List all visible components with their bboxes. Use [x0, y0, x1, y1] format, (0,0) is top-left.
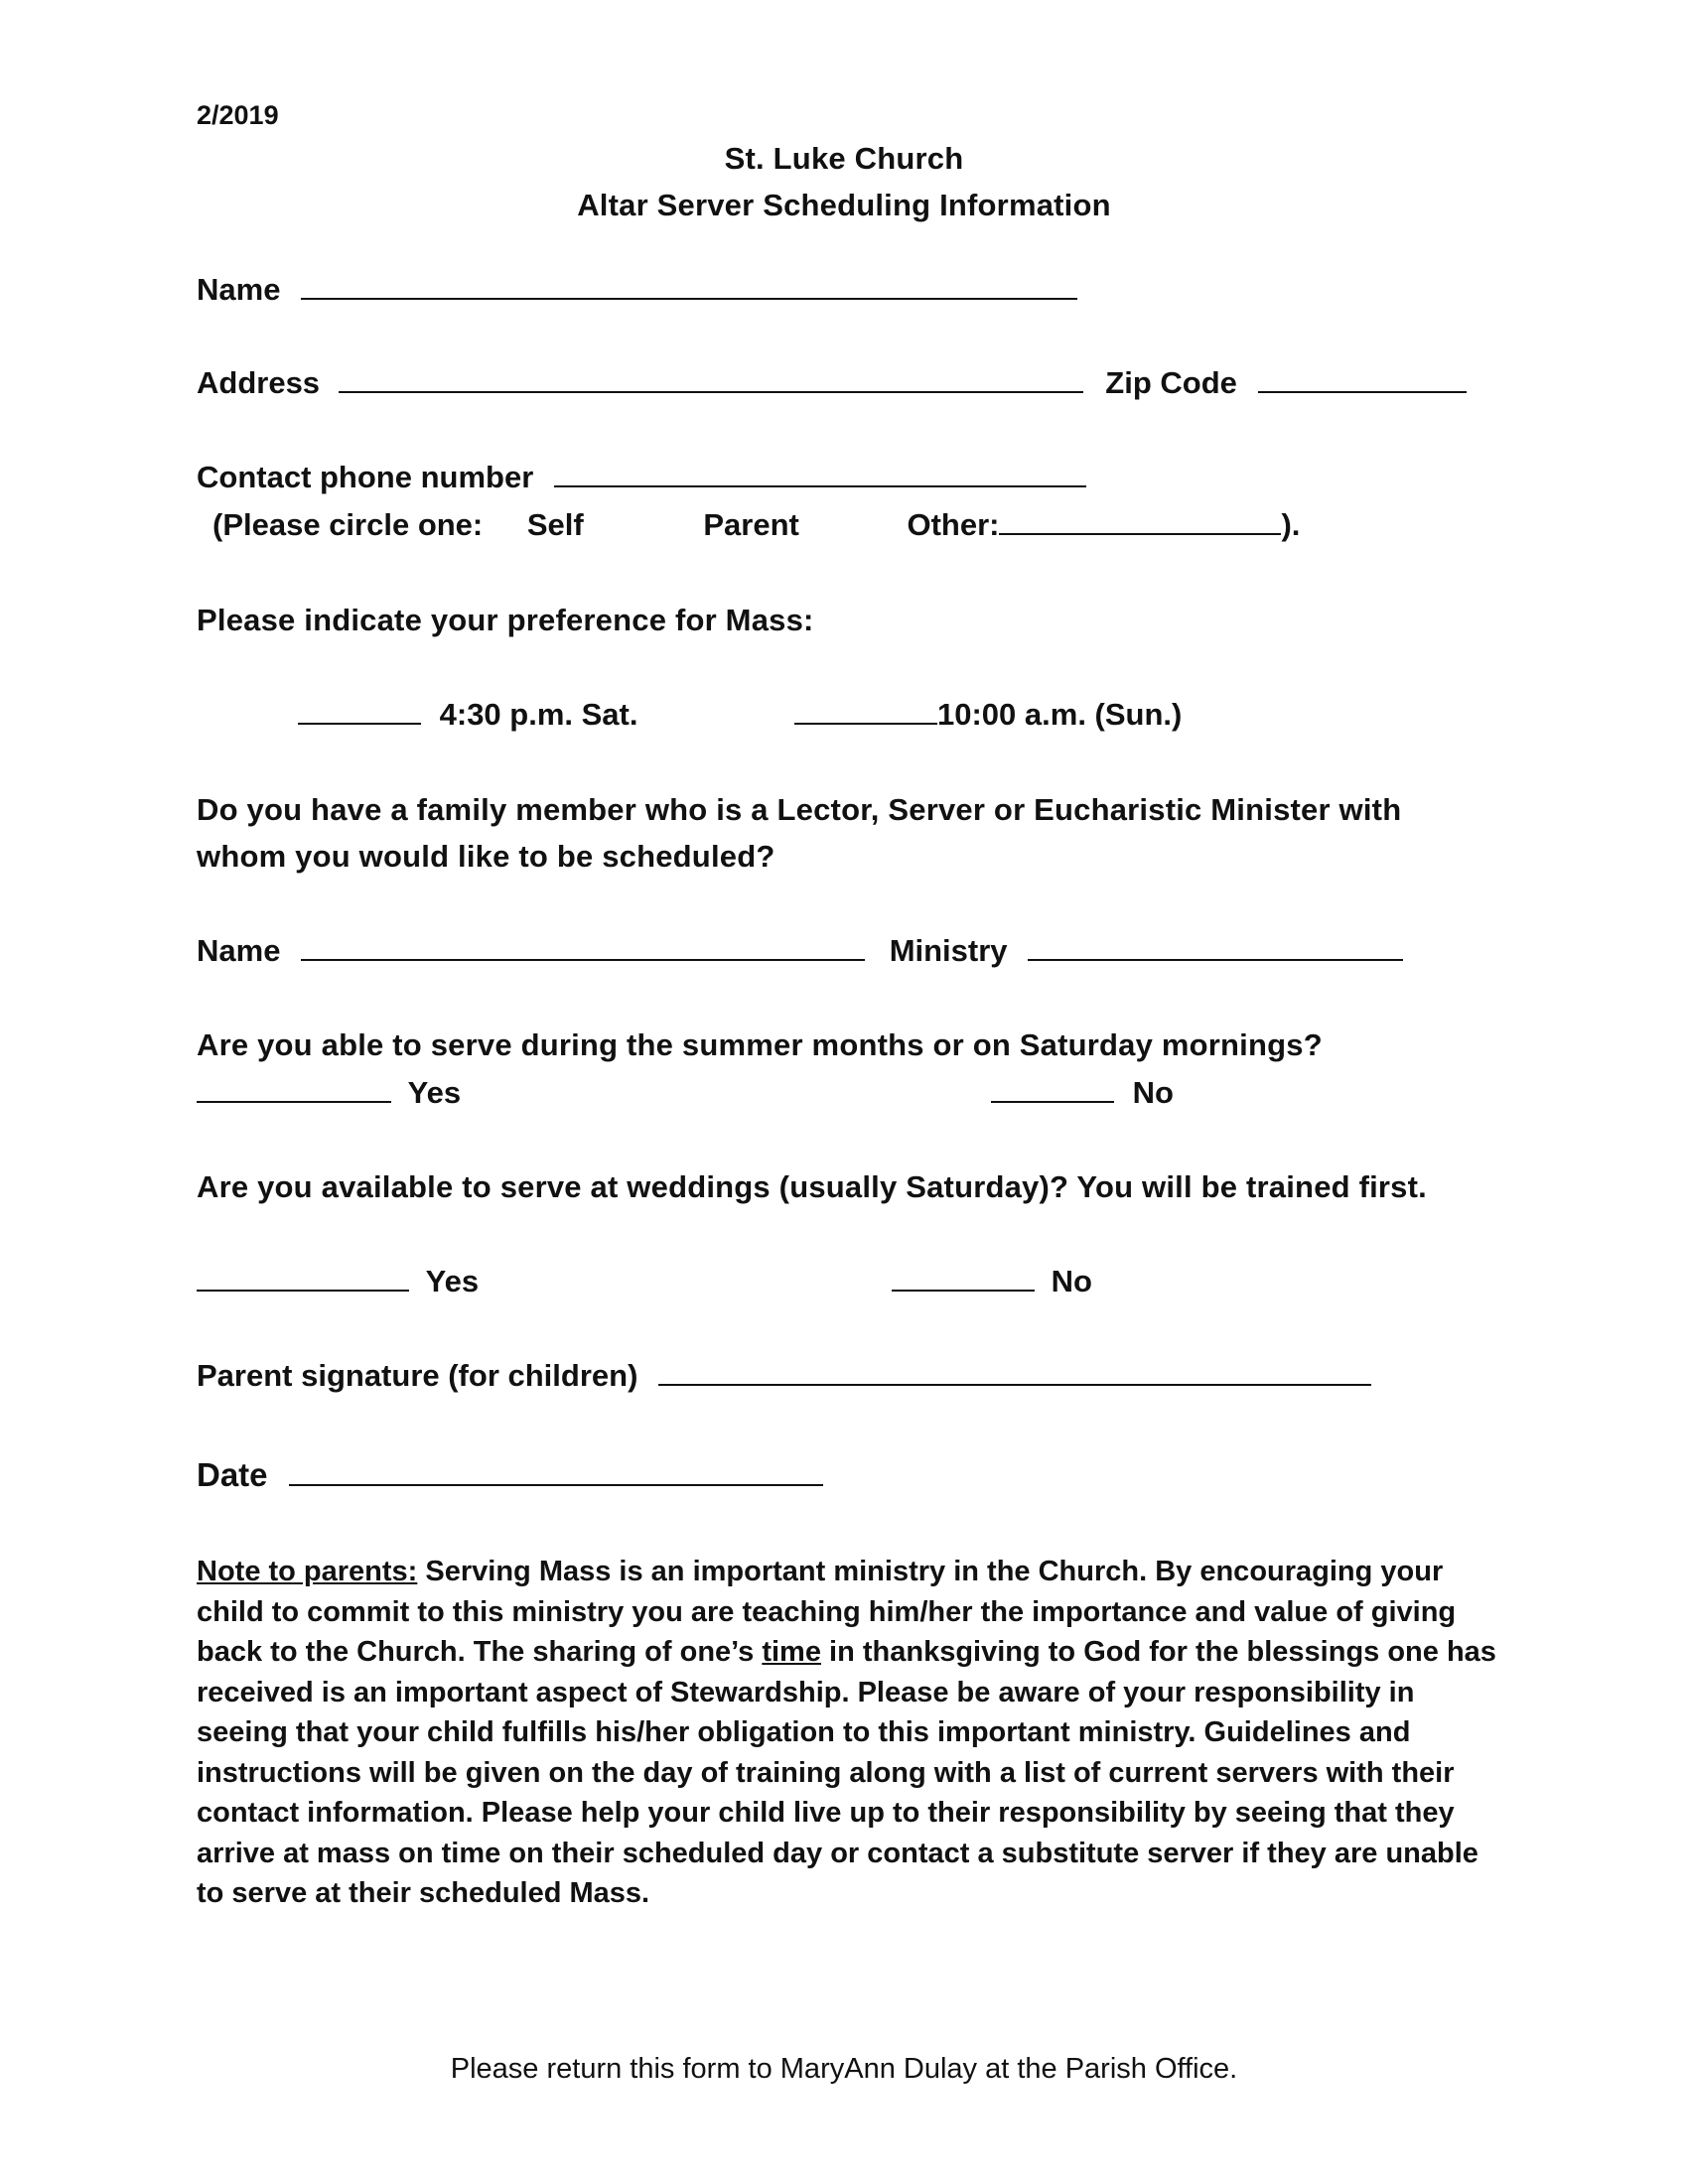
wedding-yes-blank[interactable]	[197, 1264, 409, 1292]
summer-no-blank[interactable]	[991, 1075, 1114, 1103]
address-row	[197, 363, 1467, 403]
return-instructions: Please return this form to MaryAnn Dulay at the Parish Office.	[450, 2053, 1238, 2085]
summer-yes-row	[197, 1073, 461, 1113]
contact-type-row	[212, 505, 1300, 545]
summer-yes-label: Yes	[407, 1075, 462, 1110]
ministry-label: Ministry	[889, 933, 1008, 968]
summer-yes-blank[interactable]	[197, 1075, 391, 1103]
ministry-field[interactable]	[1028, 933, 1403, 961]
summer-no-row	[991, 1073, 1174, 1113]
zip-field[interactable]	[1258, 365, 1467, 393]
phone-label: Contact phone number	[197, 460, 534, 494]
wedding-question: Are you available to serve at weddings (usually Saturday)? You will be trained first.	[197, 1169, 1427, 1204]
wedding-yes-label: Yes	[425, 1264, 480, 1298]
date-field[interactable]	[289, 1458, 823, 1486]
name-field[interactable]	[301, 272, 1077, 300]
note-text-part-1: Serving Mass is an important ministry in the Church. By encouraging your child to commit to this ministry you are teaching him/her the importance and value of giving back to the Church. The sharing of one’s	[197, 1556, 1457, 1668]
option-parent[interactable]: Parent	[703, 507, 799, 542]
name-label: Name	[197, 272, 281, 307]
address-field[interactable]	[339, 365, 1083, 393]
mass-option-2-blank[interactable]	[794, 697, 937, 725]
wedding-yes-row	[197, 1262, 479, 1301]
option-self[interactable]: Self	[526, 507, 584, 542]
family-member-row	[197, 931, 1403, 971]
phone-row	[197, 458, 1086, 497]
mass-option-2-label: 10:00 a.m. (Sun.)	[937, 697, 1183, 732]
church-title: St. Luke Church	[724, 141, 964, 176]
circle-instruction: (Please circle one:	[212, 507, 484, 542]
wedding-no-row	[892, 1262, 1092, 1301]
parent-signature-label: Parent signature (for children)	[197, 1358, 638, 1393]
family-question-line-2: whom you would like to be scheduled?	[197, 839, 775, 874]
form-subtitle: Altar Server Scheduling Information	[577, 188, 1111, 222]
note-text-part-2: in thanksgiving to God for the blessings one has received is an important aspect of Stewardship. Please be aware of your responsibility in seeing that your child fulfills his/her obligation to this important ministry. Guidelines and instructions will be given on the day of training along with a list of current servers with their contact information. Please help your child live up to their responsibility by seeing that they arrive at mass on time on their scheduled day or contact a substitute server if they are unable to serve at their scheduled Mass.	[197, 1636, 1496, 1909]
mass-option-1-blank[interactable]	[298, 697, 421, 725]
phone-field[interactable]	[554, 460, 1086, 487]
summer-question: Are you able to serve during the summer months or on Saturday mornings?	[197, 1027, 1323, 1062]
name-row	[197, 270, 1077, 310]
mass-option-1-row	[298, 695, 637, 735]
wedding-no-blank[interactable]	[892, 1264, 1035, 1292]
other-field[interactable]	[999, 507, 1281, 535]
note-to-parents	[197, 1552, 1497, 1914]
family-name-field[interactable]	[301, 933, 865, 961]
family-question-line-1: Do you have a family member who is a Lector, Server or Eucharistic Minister with	[197, 792, 1402, 827]
date-row	[197, 1455, 823, 1495]
option-other[interactable]: Other:	[907, 507, 1000, 542]
mass-question: Please indicate your preference for Mass:	[197, 603, 814, 637]
form-revision-date: 2/2019	[197, 100, 279, 130]
note-emphasis: time	[762, 1636, 821, 1668]
date-label: Date	[197, 1456, 268, 1493]
family-name-label: Name	[197, 933, 281, 968]
mass-option-2-row	[794, 695, 1182, 735]
summer-no-label: No	[1132, 1075, 1174, 1110]
wedding-no-label: No	[1051, 1264, 1092, 1298]
note-heading: Note to parents:	[197, 1556, 418, 1587]
circle-close: ).	[1281, 507, 1301, 542]
parent-signature-row	[197, 1356, 1371, 1396]
zip-label: Zip Code	[1105, 365, 1237, 400]
parent-signature-field[interactable]	[658, 1358, 1371, 1386]
address-label: Address	[197, 365, 321, 400]
mass-option-1-label: 4:30 p.m. Sat.	[439, 697, 638, 732]
